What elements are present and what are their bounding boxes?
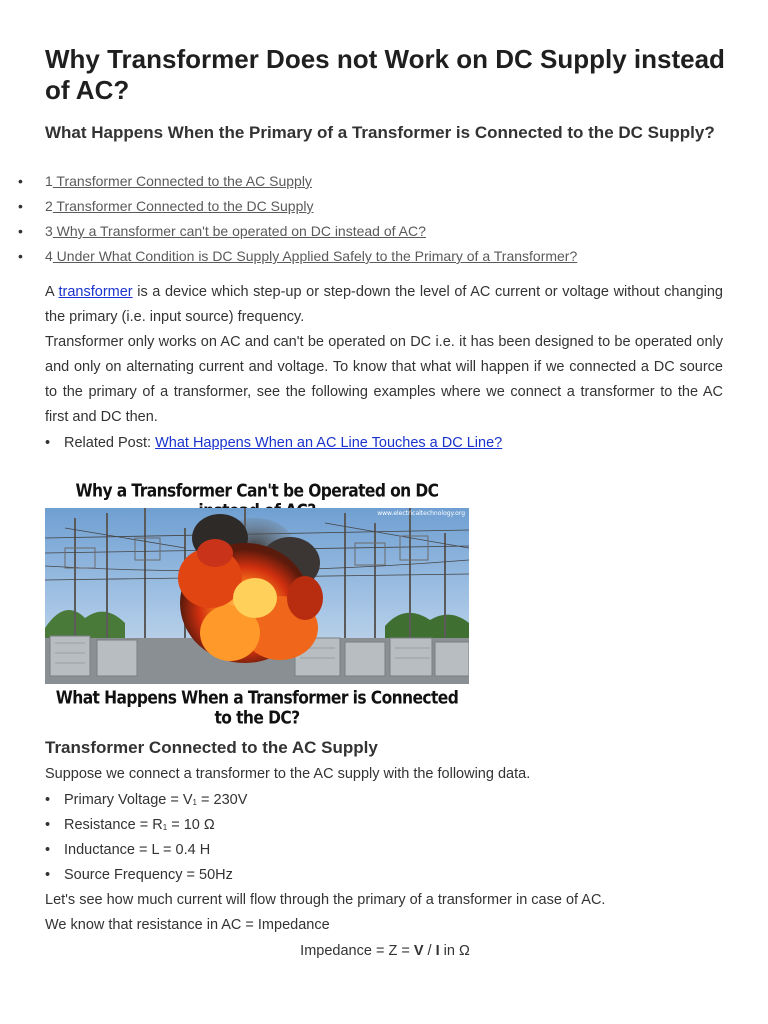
impedance-formula [45,940,725,962]
impedance-intro: We know that resistance in AC = Impedance [45,917,330,933]
bullet-icon: • [18,198,23,214]
bullet-icon: • [45,867,51,883]
resistance-value: = 10 Ω [167,817,215,833]
section-heading-ac-supply: Transformer Connected to the AC Supply [45,738,378,757]
inductance-text: Inductance = L = 0.4 H [64,842,211,858]
toc-number: 2 [45,198,53,214]
toc-number: 4 [45,248,53,264]
transformer-explosion-image [45,508,469,684]
intro-paragraph [45,280,723,330]
formula-voltage: V [413,943,424,959]
related-post-label: Related Post: [64,435,156,451]
page-title: Why Transformer Does not Work on DC Supply instead of AC? [45,44,725,105]
article-figure [45,478,469,729]
transformer-link[interactable]: transformer [58,284,133,300]
bullet-icon: • [18,248,23,264]
lets-see-paragraph: Let's see how much current will flow through the primary of a transformer in case of AC. [45,892,606,908]
toc-number: 1 [45,173,53,189]
toc-item [0,171,760,196]
voltage-label: Primary Voltage = V [64,792,193,808]
bullet-icon: • [45,435,51,451]
bullet-icon: • [45,817,51,833]
formula-prefix: Impedance = Z = [300,943,414,959]
toc-link-why-not-dc[interactable]: Why a Transformer can't be operated on DC instead of AC? [52,223,426,239]
bullet-icon: • [18,223,23,239]
voltage-value: = 230V [197,792,248,808]
toc-item [0,221,760,246]
explosion-illustration [45,508,469,684]
toc-item [0,246,760,271]
intro-suffix: is a device which step-up or step-down the level of AC current or voltage without changing the primary (i.e. input source) frequency. [45,284,723,325]
resistance-label: Resistance = R [64,817,163,833]
toc-link-ac-supply[interactable]: Transformer Connected to the AC Supply [52,173,312,189]
intro-prefix: A [45,284,59,300]
resistance-subscript: 1 [162,823,168,832]
toc-link-dc-supply[interactable]: Transformer Connected to the DC Supply [52,198,314,214]
paragraph-dc-explanation: Transformer only works on AC and can't be operated on DC i.e. it has been designed to be operated only and only on alternating current and voltage. To know that what will happen if we connected a DC source to the primary of a transformer, see the following examples where we connect a transformer to the AC first and DC then. [45,334,723,425]
figure-top-caption: Why a Transformer Can't be Operated on DC [75,480,439,501]
bullet-icon: • [18,173,23,189]
related-post-link[interactable]: What Happens When an AC Line Touches a DC Line? [155,435,503,451]
toc-link-dc-condition[interactable]: Under What Condition is DC Supply Applied Safely to the Primary of a Transformer? [52,248,578,264]
formula-slash: / [423,943,436,959]
formula-current: I [435,943,440,959]
bullet-icon: • [45,792,51,808]
toc-item [0,196,760,221]
article-subtitle: What Happens When the Primary of a Transformer is Connected to the DC Supply? [45,123,715,142]
voltage-subscript: 1 [192,798,197,807]
frequency-text: Source Frequency = 50Hz [64,867,233,883]
bullet-icon: • [45,842,51,858]
formula-unit: in Ω [439,943,470,959]
figure-bottom-caption: What Happens When a Transformer is Connected to the DC? [55,687,459,729]
section-intro: Suppose we connect a transformer to the AC supply with the following data. [45,766,531,782]
image-watermark: www.electricaltechnology.org [377,510,465,517]
toc-number: 3 [45,223,53,239]
table-of-contents [0,171,760,271]
